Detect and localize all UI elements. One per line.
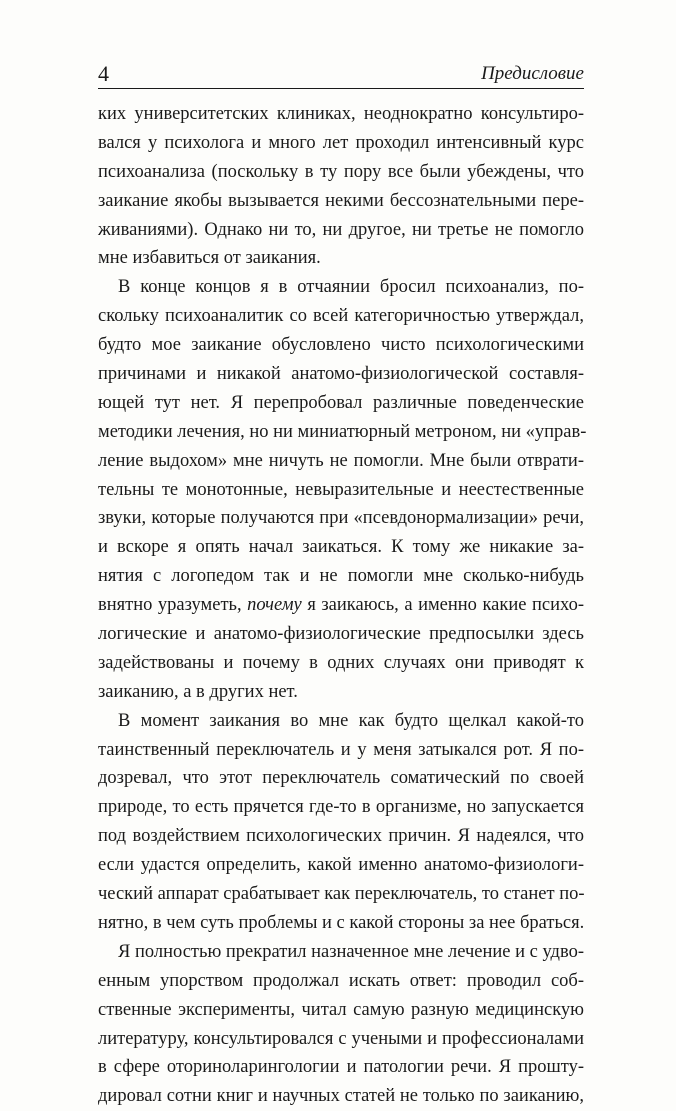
text-line: скольку психоаналитик со всей категоричностью утверждал, — [98, 306, 584, 327]
text-line: вался у психолога и много лет проходил интенсивный курс — [98, 132, 584, 153]
text-line: методики лечения, но ни миниатюрный метроном, ни «управ- — [98, 421, 587, 442]
text-line: нятия с логопедом так и не помогли мне сколько-нибудь — [98, 566, 584, 587]
body-text — [98, 100, 587, 1111]
text-line: Я полностью прекратил назначенное мне лечение и с удво- — [118, 941, 584, 962]
text-line: таинственный переключатель и у меня затыкался рот. Я по- — [98, 739, 584, 760]
text-line: В момент заикания во мне как будто щелкал какой-то — [118, 710, 584, 731]
text-line: логические и анатомо-физиологические предпосылки здесь — [98, 624, 584, 645]
text-line: енным упорством продолжал искать ответ: проводил соб- — [98, 970, 584, 991]
text-line: звуки, которые получаются при «псевдонормализации» речи, — [98, 508, 584, 529]
text-line: В конце концов я в отчаянии бросил психоанализ, по- — [118, 277, 584, 298]
section-title: Предисловие — [481, 63, 584, 84]
text-line: заиканию, а в других нет. — [98, 681, 298, 702]
running-header — [98, 62, 584, 89]
text-line: внятно уразуметь, почему я заикаюсь, а именно какие психо- — [98, 595, 584, 616]
page-number: 4 — [98, 61, 109, 86]
text-line: литературу, консультировался с учеными и профессионалами — [98, 1028, 584, 1049]
paragraph — [98, 100, 584, 273]
text-line: психоанализа (поскольку в ту пору все были убеждены, что — [98, 161, 584, 182]
text-line: тельны те монотонные, невыразительные и неестественные — [98, 479, 584, 500]
text-line: под воздействием психологических причин. Я надеялся, что — [98, 826, 584, 847]
emphasis: почему — [247, 595, 302, 616]
text-line: заикание якобы вызывается некими бессознательными пере- — [98, 190, 584, 211]
text-line: и вскоре я опять начал заикаться. К тому же никакие за- — [98, 537, 584, 558]
text-line: причинами и никакой анатомо-физиологической составля- — [98, 364, 584, 385]
paragraph — [98, 707, 584, 938]
text-line: природе, то есть прячется где-то в организме, но запускается — [98, 797, 584, 818]
text-line: дозревал, что этот переключатель соматический по своей — [98, 768, 584, 789]
text-line: задействованы и почему в одних случаях они приводят к — [98, 652, 584, 673]
text-line: будто мое заикание обусловлено чисто психологическими — [98, 335, 584, 356]
text-line: мне избавиться от заикания. — [98, 248, 321, 269]
text-line: если удастся определить, какой именно анатомо-физиологи- — [98, 855, 584, 876]
text-line: ственные эксперименты, читал самую разную медицинскую — [98, 999, 584, 1020]
text-line: ческий аппарат срабатывает как переключатель, то станет по- — [98, 884, 585, 905]
text-line: ких университетских клиниках, неоднократно консультиро- — [98, 104, 584, 124]
text-line: ление выдохом» мне ничуть не помогли. Мне были отврати- — [98, 450, 584, 471]
paragraph — [98, 938, 584, 1111]
text-line: ющей тут нет. Я перепробовал различные поведенческие — [98, 392, 584, 413]
text-line: в сфере оториноларингологии и патологии речи. Я прошту- — [98, 1057, 584, 1078]
text-line: живаниями). Однако ни то, ни другое, ни третье не помогло — [98, 219, 584, 240]
paragraph — [98, 273, 587, 706]
text-line: дировал сотни книг и научных статей не только по заиканию, — [98, 1086, 584, 1107]
text-line: нятно, в чем суть проблемы и с какой стороны за нее браться. — [98, 912, 585, 933]
